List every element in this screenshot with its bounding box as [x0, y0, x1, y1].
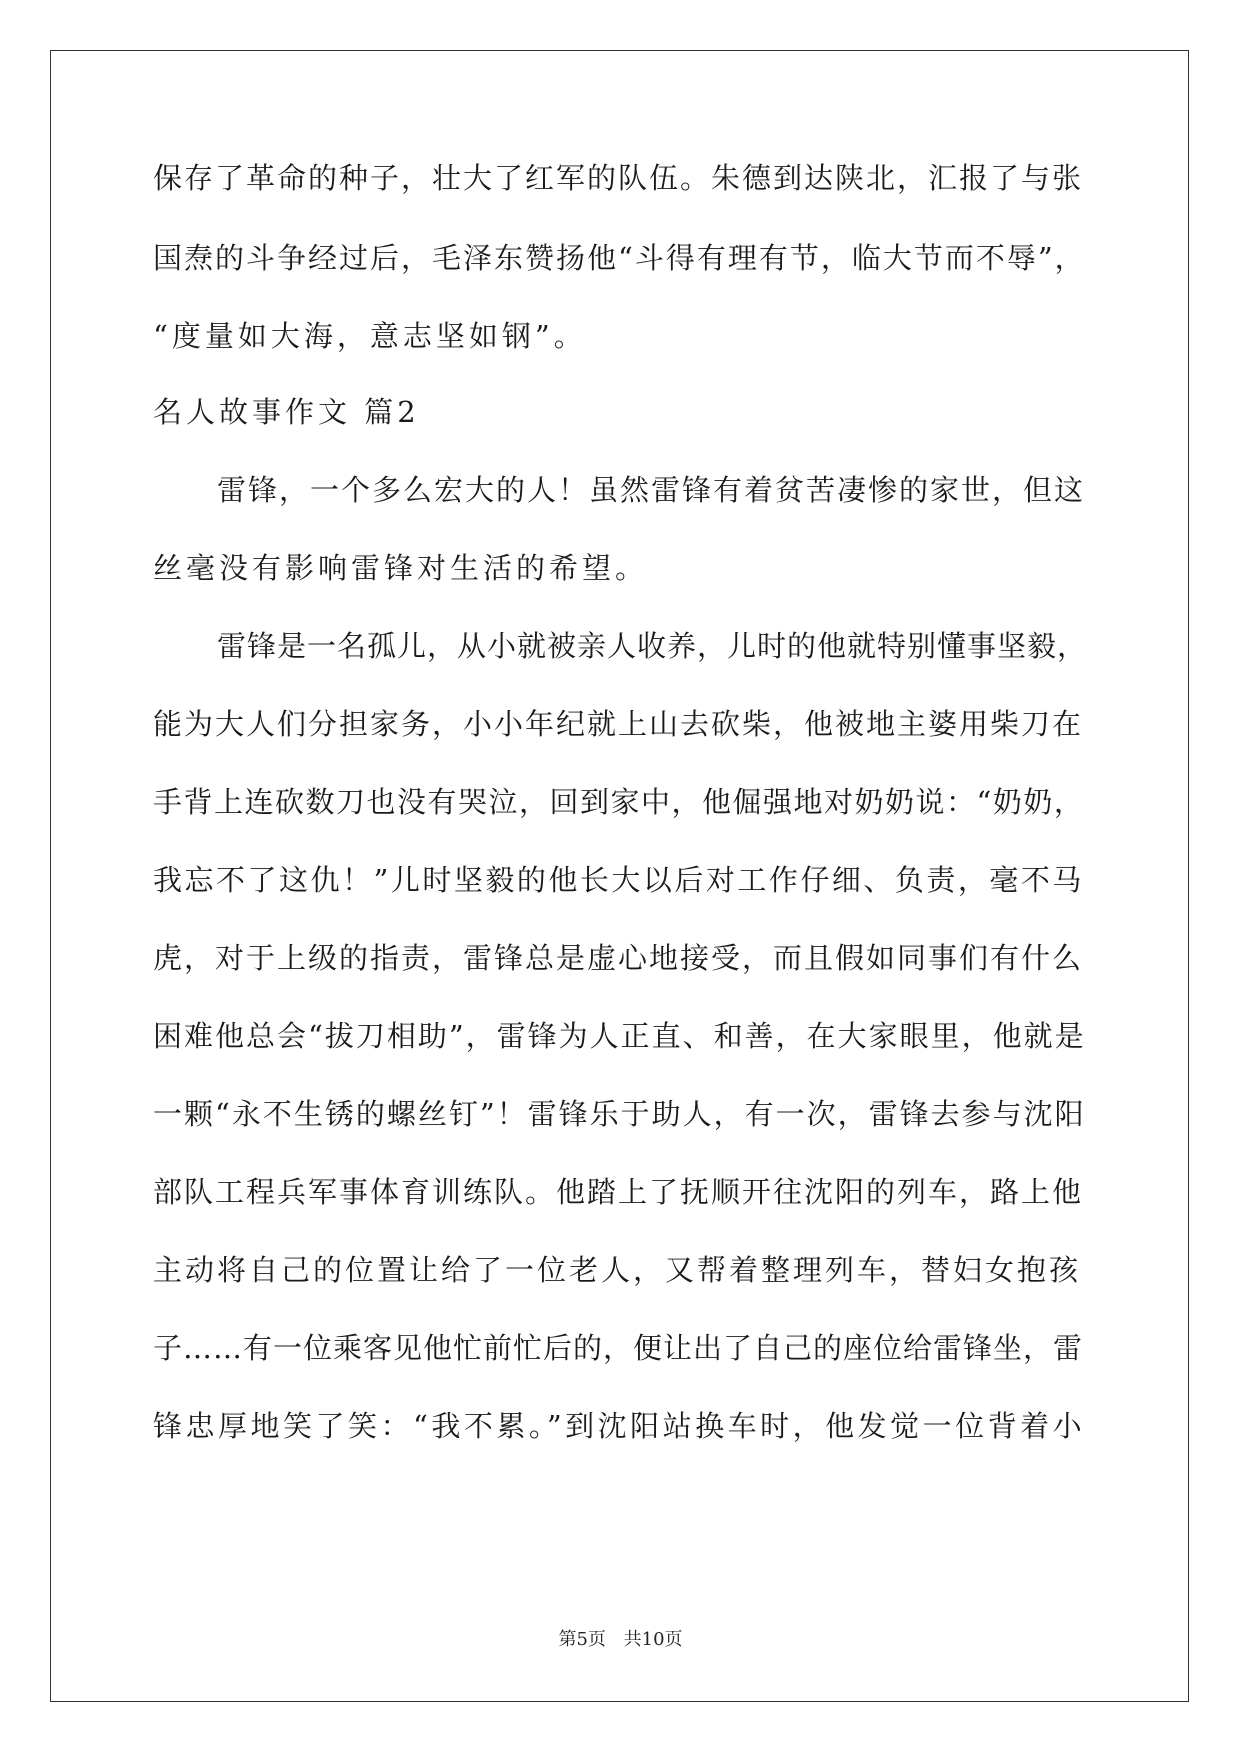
- page-number-total: 共10页: [623, 1629, 683, 1650]
- paragraph-line: 能为大人们分担家务，小小年纪就上山去砍柴，他被地主婆用柴刀在: [153, 707, 1084, 741]
- paragraph-line: 子……有一位乘客见他忙前忙后的，便让出了自己的座位给雷锋坐，雷: [153, 1331, 1084, 1365]
- paragraph-line: 主动将自己的位置让给了一位老人，又帮着整理列车，替妇女抱孩: [153, 1253, 1082, 1287]
- paragraph-line: 我忘不了这仇！”儿时坚毅的他长大以后对工作仔细、负责，毫不马: [153, 863, 1084, 897]
- page-footer: [0, 1625, 1241, 1651]
- paragraph-line: 手背上连砍数刀也没有哭泣，回到家中，他倔强地对奶奶说：“奶奶，: [153, 785, 1085, 819]
- paragraph-line: 困难他总会“拔刀相助”，雷锋为人正直、和善，在大家眼里，他就是: [153, 1019, 1086, 1053]
- paragraph-line: 保存了革命的种子，壮大了红军的队伍。朱德到达陕北，汇报了与张: [153, 161, 1084, 195]
- paragraph-line: 丝毫没有影响雷锋对生活的希望。: [153, 551, 649, 585]
- paragraph-line: 雷锋，一个多么宏大的人！虽然雷锋有着贫苦凄惨的家世，但这: [217, 473, 1086, 507]
- paragraph-line: “度量如大海，意志坚如钢”。: [153, 319, 587, 353]
- paragraph-line: 锋忠厚地笑了笑：“我不累。”到沈阳站换车时，他发觉一位背着小: [153, 1409, 1086, 1443]
- section-heading: 名人故事作文 篇2: [153, 395, 420, 429]
- paragraph-line: 国焘的斗争经过后，毛泽东赞扬他“斗得有理有节，临大节而不辱”，: [153, 241, 1086, 275]
- paragraph-line: 虎，对于上级的指责，雷锋总是虚心地接受，而且假如同事们有什么: [153, 941, 1084, 975]
- paragraph-line: 一颗“永不生锈的螺丝钉”！雷锋乐于助人，有一次，雷锋去参与沈阳: [153, 1097, 1086, 1131]
- page-number-current: 第5页: [558, 1629, 606, 1650]
- paragraph-line: 部队工程兵军事体育训练队。他踏上了抚顺开往沈阳的列车，路上他: [153, 1175, 1084, 1209]
- paragraph-line: 雷锋是一名孤儿，从小就被亲人收养，儿时的他就特别懂事坚毅，: [217, 629, 1088, 663]
